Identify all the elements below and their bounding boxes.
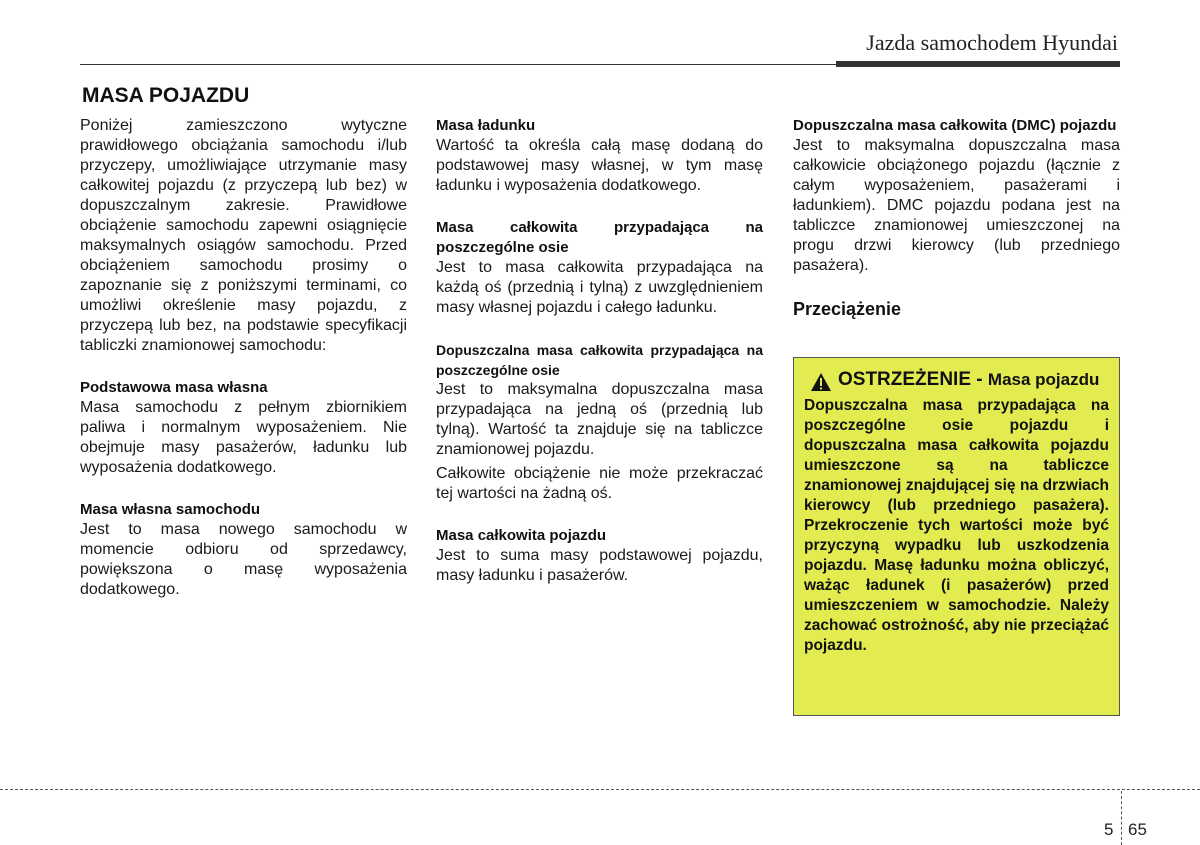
- column-middle: [436, 116, 763, 586]
- column-left: [80, 116, 407, 600]
- warning-text: Dopuszczalna masa przypadająca na poszczególne osie pojazdu i dopuszczalna masa całkowita pojazdu umieszczone są na tabliczce znamionowej znajdującej się na drzwiach kierowcy (lub przedniego pasażera). Przekroczenie tych wartości może być przyczyną wypadku lub uszkodzenia pojazdu. Masę ładunku można obliczyć, ważąc ładunek (i pasażerów) przed umieszczeniem w samochodzie. Należy zachować ostrożność, aby nie przeciążać pojazdu.: [804, 397, 1109, 654]
- paragraph-curb-weight: Masa samochodu z pełnym zbiornikiem paliwa i normalnym wyposażeniem. Nie obejmuje masy pasażerów, ładunku lub wyposażenia dodatkowego.: [80, 399, 407, 476]
- warning-triangle-icon: [810, 372, 832, 392]
- warning-title: OSTRZEŻENIE -: [838, 369, 988, 390]
- heading-gvwr: Dopuszczalna masa całkowita (DMC) pojazdu: [793, 117, 1117, 134]
- paragraph-gawr: Jest to maksymalna dopuszczalna masa przypadająca na jedną oś (przednią lub tylną). Wartość ta znajduje się na tabliczce znamionowej pojazdu.: [436, 381, 763, 458]
- intro-paragraph: Poniżej zamieszczono wytyczne prawidłowego obciążania samochodu i/lub przyczepy, umożliwiające utrzymanie masy całkowitej pojazdu (z przyczepą lub bez) w dopuszczalnym zakresie. Prawidłowe obciążenie samochodu zapewni osiągnięcie maksymalnych osiągów samochodu. Przed obciążeniem samochodu prosimy o zapoznanie się z poniższymi terminami, co umożliwi określenie masy pojazdu, z przyczepą lub bez, na podstawie specyfikacji tabliczki znamionowej samochodu:: [80, 117, 407, 354]
- paragraph-gross-weight: Jest to suma masy podstawowej pojazdu, masy ładunku i pasażerów.: [436, 547, 763, 584]
- header-rule-thick: [836, 61, 1120, 67]
- paragraph-axle-weight: Jest to masa całkowita przypadająca na każdą oś (przednią i tylną) z uwzględnieniem masy własnej pojazdu i całego ładunku.: [436, 259, 763, 316]
- footer-divider: [0, 789, 1200, 790]
- section-title: MASA POJAZDU: [82, 84, 250, 107]
- heading-axle-weight: Masa całkowita przypadająca na poszczególne osie: [436, 219, 763, 256]
- warning-header: [804, 370, 1109, 390]
- footer-vertical-divider: [1121, 791, 1122, 845]
- page-header-title: Jazda samochodem Hyundai: [866, 30, 1118, 55]
- heading-gross-weight: Masa całkowita pojazdu: [436, 527, 607, 544]
- warning-box: [793, 357, 1120, 716]
- heading-cargo-weight: Masa ładunku: [436, 117, 536, 134]
- paragraph-gawr-limit: Całkowite obciążenie nie może przekraczać tej wartości na żadną oś.: [436, 465, 763, 502]
- heading-curb-weight: Podstawowa masa własna: [80, 379, 268, 396]
- column-right: [793, 116, 1120, 320]
- heading-vehicle-weight: Masa własna samochodu: [80, 501, 261, 518]
- paragraph-vehicle-weight: Jest to masa nowego samochodu w momencie odbioru od sprzedawcy, powiększona o masę wyposażenia dodatkowego.: [80, 521, 407, 598]
- chapter-number: 5: [1104, 820, 1114, 839]
- paragraph-cargo-weight: Wartość ta określa całą masę dodaną do podstawowej masy własnej, w tym masę ładunku i wyposażenia dodatkowego.: [436, 137, 763, 194]
- heading-gawr: Dopuszczalna masa całkowita przypadająca na poszczególne osie: [436, 342, 763, 378]
- paragraph-gvwr: Jest to maksymalna dopuszczalna masa całkowicie obciążonego pojazdu (łącznie z całym wyposażeniem, pasażerami i ładunkiem). DMC pojazdu podana jest na tabliczce znamionowej umieszczonej na progu drzwi kierowcy (lub przedniego pasażera).: [793, 137, 1120, 274]
- page-number: 65: [1128, 820, 1147, 839]
- warning-title-sub: Masa pojazdu: [987, 370, 1100, 389]
- heading-overloading: Przeciążenie: [793, 299, 902, 319]
